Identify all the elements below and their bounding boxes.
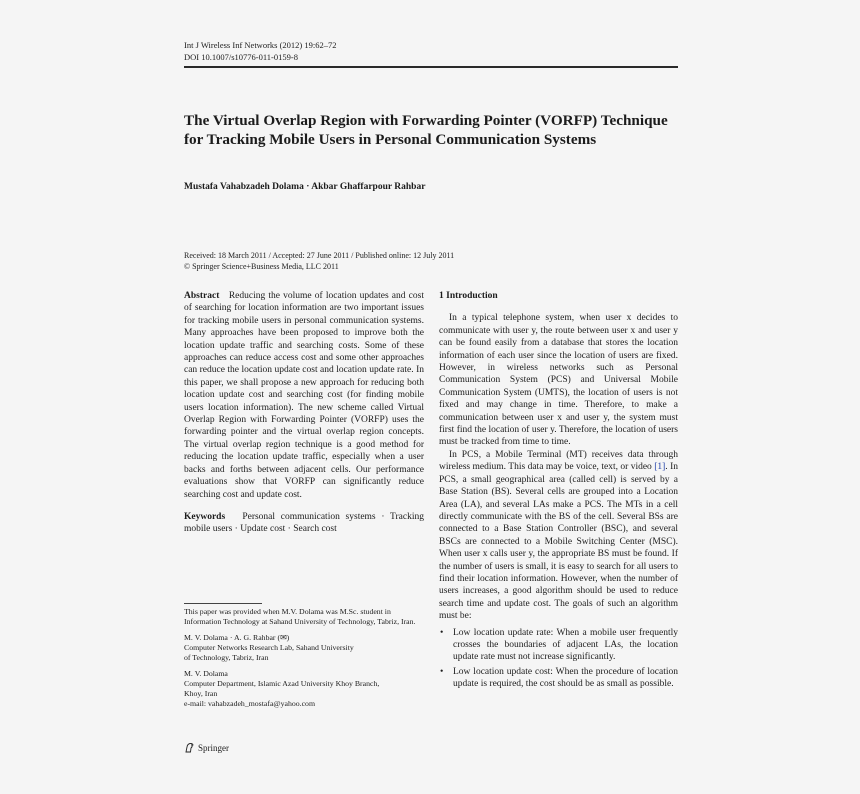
bullet-icon: •	[440, 666, 444, 677]
header-rule	[184, 66, 678, 68]
affiliation-2-name: M. V. Dolama	[184, 669, 228, 678]
affiliation-2-line2: Khoy, Iran	[184, 689, 218, 698]
list-item-text: Low location update cost: When the procedure of location update is required, the cost should be as small as possible.	[453, 666, 678, 690]
list-item	[439, 666, 678, 691]
keywords	[184, 511, 424, 536]
reference-link-1[interactable]: [1]	[654, 462, 666, 473]
journal-citation: Int J Wireless Inf Networks (2012) 19:62–72	[184, 40, 337, 50]
abstract-text: Reducing the volume of location updates and cost of searching for location information are two important issues for tracking mobile users in personal communication systems. Many approaches have been proposed to improve both the location update traffic and searching costs. Some of these approaches can reduce access cost and some other approaches can reduce the location update cost and location update rate. In this paper, we shall propose a new approach for reducing both location update cost and searching cost (for finding mobile users location information). The new scheme called Virtual Overlap Region with Forwarding Pointer (VORFP) uses the forwarding pointer and the virtual overlap region concepts. The virtual overlap region technique is a good method for reducing the location update traffic, especially when a user backs and forths between adjacent cells. Our performance evaluations show that VORFP can significantly reduce searching cost and update cost.	[184, 291, 424, 500]
email-link[interactable]: e-mail: vahabzadeh_mostafa@yahoo.com	[184, 699, 316, 708]
right-column	[439, 290, 678, 693]
copyright-line: © Springer Science+Business Media, LLC 2011	[184, 262, 339, 271]
doi[interactable]: DOI 10.1007/s10776-011-0159-8	[184, 52, 298, 62]
footnote-rule	[184, 603, 262, 604]
footnote-note: This paper was provided when M.V. Dolama was M.Sc. student in Information Technology at Sahand University of Technology, Tabriz, Iran.	[184, 607, 416, 626]
intro-paragraph-1: In a typical telephone system, when user x decides to communicate with user y, the route between user x and user y can be found easily from a database that stores the location information of each user since the location of users are fixed. However, in wireless networks such as Personal Communication System (PCS) and Universal Mobile Communication System (UMTS), the location of users is not fixed and may change in time. Therefore, to make a communication between user x and user y, the system must first find the location of user y. Therefore, the location of users must be tracked from time to time.	[439, 313, 678, 448]
footnote	[184, 607, 424, 709]
paper-title: The Virtual Overlap Region with Forwarding Pointer (VORFP) Technique for Tracking Mobile Users in Personal Communication Systems	[184, 112, 668, 148]
journal-header	[184, 39, 336, 63]
keywords-text: Personal communication systems · Tracking mobile users · Update cost · Search cost	[184, 511, 424, 535]
intro-paragraph-2b: . In PCS, a small geographical area (called cell) is served by a Base Station (BS). Several cells are grouped into a Location Area (LA), and several LAs make a PCS. The MTs in a cell directly communicate with the BS of the cell. Several BSs are connected to a Base Station Controller (BSC), and several BSCs are connected to a Mobile Switching Center (MSC). When user x calls user y, the appropriate BS must be found. If the number of users is small, it is easy to search for all users to find their location information. However, when the number of users increases, a good algorithm should be used to reduce search time and update cost. The goals of such an algorithm must be:	[439, 462, 678, 622]
affiliation-1-line2: of Technology, Tabriz, Iran	[184, 653, 269, 662]
publisher-name: Springer	[198, 742, 229, 753]
left-column	[184, 290, 424, 536]
intro-paragraph-2a: In PCS, a Mobile Terminal (MT) receives data through wireless medium. This data may be voice, text, or video	[439, 449, 678, 473]
springer-horse-icon	[184, 742, 195, 753]
authors: Mustafa Vahabzadeh Dolama · Akbar Ghaffarpour Rahbar	[184, 182, 426, 192]
list-item-text: Low location update rate: When a mobile user frequently crosses the boundaries of adjacent LAs, the location update rate must not increase significantly.	[453, 627, 678, 663]
bullet-icon: •	[440, 627, 444, 638]
goals-list	[439, 627, 678, 691]
received-line: Received: 18 March 2011 / Accepted: 27 June 2011 / Published online: 12 July 2011	[184, 251, 455, 260]
affiliation-1-names: M. V. Dolama · A. G. Rahbar (✉)	[184, 633, 290, 642]
affiliation-1	[184, 633, 424, 663]
publication-dates	[184, 250, 454, 272]
affiliation-2-line1: Computer Department, Islamic Azad University Khoy Branch,	[184, 679, 380, 688]
section-heading-introduction: 1 Introduction	[439, 291, 498, 301]
abstract-label: Abstract	[184, 291, 220, 301]
affiliation-1-line1: Computer Networks Research Lab, Sahand University	[184, 643, 354, 652]
publisher-logo	[184, 742, 229, 753]
affiliation-2	[184, 669, 424, 709]
list-item	[439, 627, 678, 664]
keywords-label: Keywords	[184, 511, 226, 522]
intro-paragraph-2	[439, 449, 678, 623]
abstract	[184, 290, 424, 501]
